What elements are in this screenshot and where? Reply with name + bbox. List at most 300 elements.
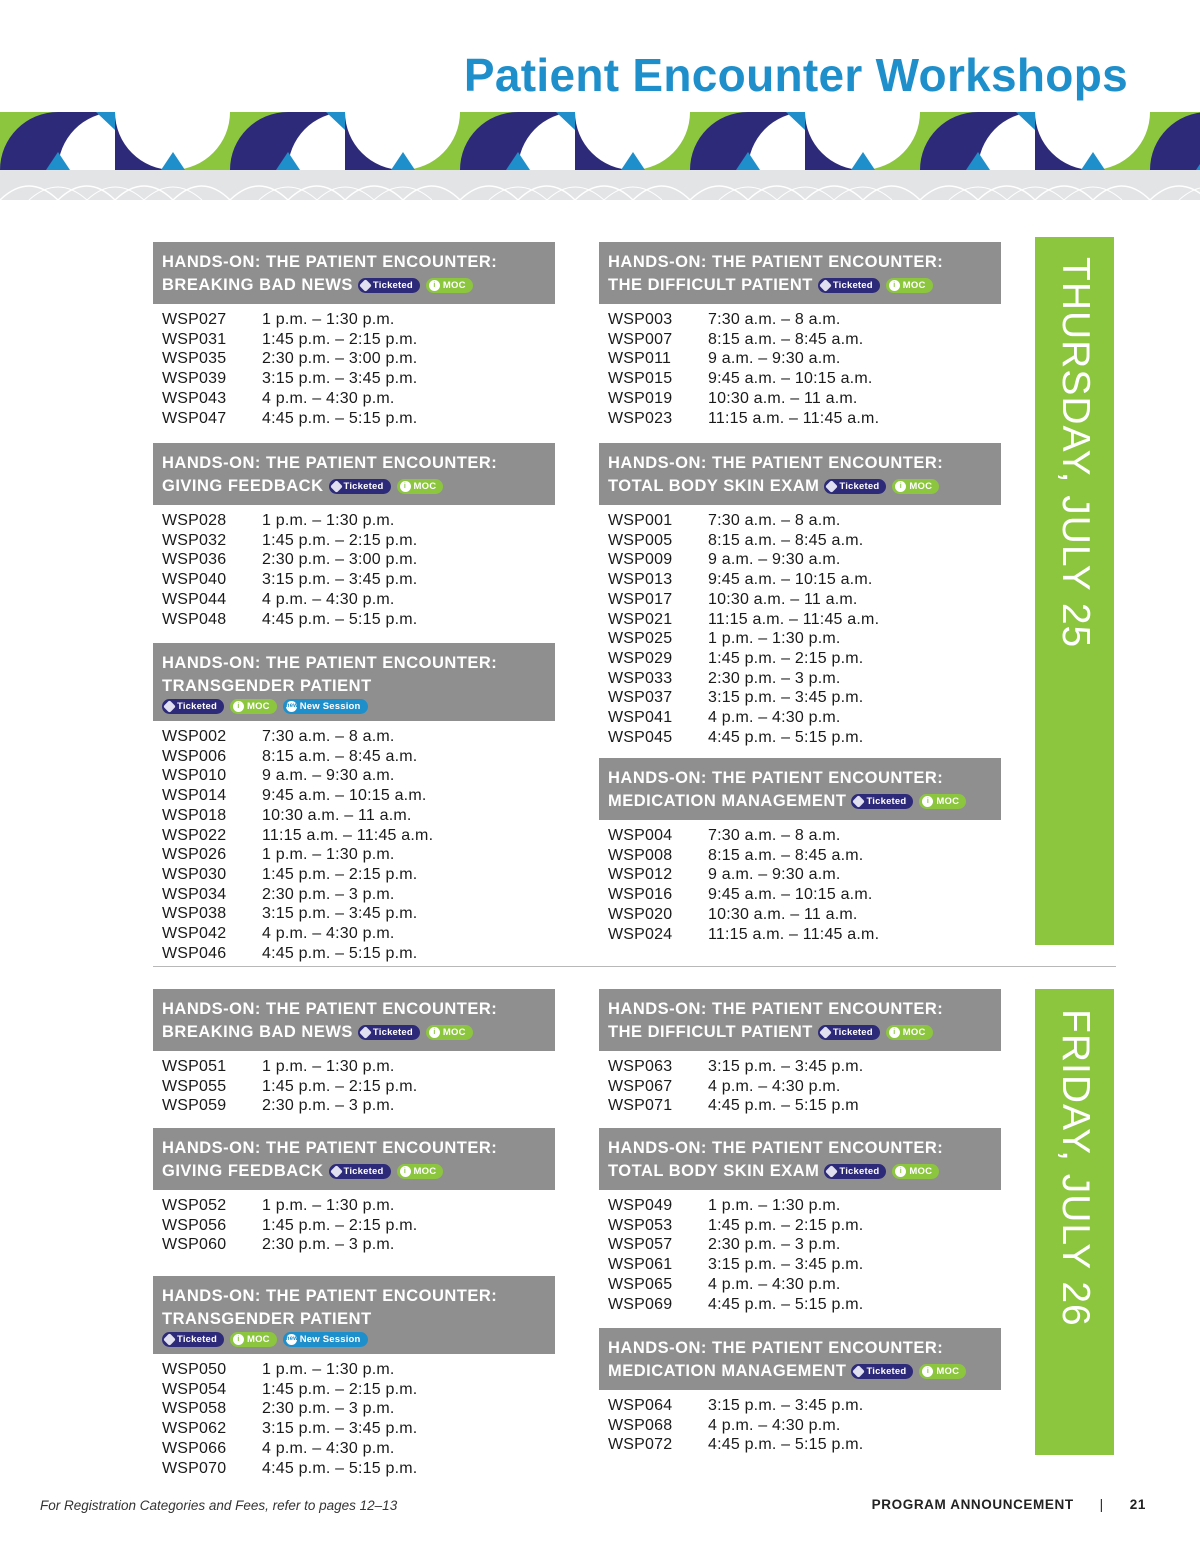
moc-badge-label: MOC (936, 796, 960, 807)
workshop-header (153, 1128, 555, 1190)
ticketed-badge (162, 1332, 224, 1347)
page-title: Patient Encounter Workshops (463, 49, 1128, 101)
session-time: 8:15 a.m. – 8:45 a.m. (708, 330, 864, 348)
session-time: 1 p.m. – 1:30 p.m. (708, 1197, 841, 1214)
session-time: 1:45 p.m. – 2:15 p.m. (262, 865, 418, 883)
ticketed-icon (163, 700, 176, 713)
session-time: 1 p.m. – 1:30 p.m. (262, 512, 395, 529)
session-time: 1:45 p.m. – 2:15 p.m. (262, 1216, 418, 1234)
moc-icon: i (889, 1027, 900, 1038)
workshop-title-line2: TOTAL BODY SKIN EXAM (608, 477, 820, 495)
ticketed-icon (359, 1026, 372, 1039)
ticketed-icon (359, 279, 372, 292)
moc-icon: i (922, 1366, 933, 1377)
moc-icon: i (922, 796, 933, 807)
session-list (153, 1354, 555, 1478)
session-code: WSP033 (608, 669, 673, 687)
session-time: 4 p.m. – 4:30 p.m. (262, 925, 395, 943)
session-row (162, 570, 555, 590)
session-time: 11:15 a.m. – 11:45 a.m. (262, 826, 434, 844)
ticketed-icon (853, 1365, 866, 1378)
session-list (153, 1190, 555, 1255)
ticketed-icon (819, 279, 832, 292)
ticketed-badge-label: Ticketed (343, 481, 384, 492)
moc-icon: i (233, 701, 244, 712)
session-code: WSP048 (162, 610, 227, 628)
session-row (608, 389, 1001, 409)
session-row (608, 885, 1001, 905)
session-list (153, 304, 555, 428)
workshop-title-line2-row (162, 1160, 546, 1183)
workshop-title-line2: BREAKING BAD NEWS (162, 276, 353, 294)
moc-badge-label: MOC (902, 280, 926, 291)
session-row (608, 511, 1001, 531)
session-code: WSP068 (608, 1416, 673, 1434)
session-code: WSP045 (608, 728, 673, 746)
session-row (162, 727, 555, 747)
moc-badge (397, 1164, 444, 1179)
workshop-title-line2-row (162, 475, 546, 498)
footer-note: For Registration Categories and Fees, refer to pages 12–13 (40, 1498, 398, 1513)
session-time: 4:45 p.m. – 5:15 p.m. (262, 944, 418, 962)
session-time: 10:30 a.m. – 11 a.m. (262, 806, 412, 824)
workshop-title-line1: HANDS-ON: THE PATIENT ENCOUNTER: (162, 454, 498, 472)
session-time: 7:30 a.m. – 8 a.m. (708, 512, 841, 529)
session-time: 4 p.m. – 4:30 p.m. (708, 1275, 841, 1293)
badge-group (329, 1164, 450, 1179)
session-code: WSP012 (608, 866, 673, 884)
session-time: 1:45 p.m. – 2:15 p.m. (262, 330, 418, 348)
session-time: 4:45 p.m. – 5:15 p.m. (708, 728, 864, 746)
session-time: 1 p.m. – 1:30 p.m. (262, 1058, 395, 1075)
session-row (162, 389, 555, 409)
ticketed-badge (818, 278, 880, 293)
moc-badge-label: MOC (442, 1027, 466, 1038)
session-time: 2:30 p.m. – 3:00 p.m. (262, 551, 418, 569)
workshop-header (599, 989, 1001, 1051)
badge-group (358, 278, 479, 293)
session-time: 3:15 p.m. – 3:45 p.m. (708, 1256, 864, 1274)
session-code: WSP009 (608, 551, 673, 569)
session-row (608, 409, 1001, 429)
badge-group (818, 278, 939, 293)
session-code: WSP023 (608, 409, 673, 427)
session-code: WSP062 (162, 1420, 227, 1438)
session-code: WSP031 (162, 330, 227, 348)
session-time: 3:15 p.m. – 3:45 p.m. (708, 1397, 864, 1414)
session-time: 3:15 p.m. – 3:45 p.m. (708, 1058, 864, 1075)
session-time: 9:45 a.m. – 10:15 a.m. (708, 571, 873, 589)
day-label: THURSDAY, JULY 25 (1053, 257, 1097, 649)
moc-badge-label: MOC (413, 1166, 437, 1177)
session-time: 3:15 p.m. – 3:45 p.m. (262, 1420, 418, 1438)
ticketed-badge-label: Ticketed (372, 1027, 413, 1038)
session-row (608, 708, 1001, 728)
session-time: 1 p.m. – 1:30 p.m. (262, 1197, 395, 1214)
session-row (608, 570, 1001, 590)
workshop-block (599, 1328, 1001, 1455)
moc-badge (892, 1164, 939, 1179)
moc-icon: i (895, 1166, 906, 1177)
workshop-title-line2: TOTAL BODY SKIN EXAM (608, 1162, 820, 1180)
session-time: 9:45 a.m. – 10:15 a.m. (708, 370, 873, 388)
session-time: 1 p.m. – 1:30 p.m. (262, 846, 395, 864)
session-row (162, 924, 555, 944)
session-code: WSP016 (608, 886, 673, 904)
ticketed-badge-label: Ticketed (832, 1027, 873, 1038)
session-row (608, 1295, 1001, 1315)
workshop-header (599, 758, 1001, 820)
session-row (608, 1216, 1001, 1236)
session-time: 4:45 p.m. – 5:15 p.m. (708, 1436, 864, 1454)
new-badge (283, 699, 368, 714)
session-code: WSP046 (162, 944, 227, 962)
session-time: 4:45 p.m. – 5:15 p.m. (708, 1295, 864, 1313)
session-row (162, 1077, 555, 1097)
session-code: WSP070 (162, 1459, 227, 1477)
session-row (608, 1435, 1001, 1455)
session-code: WSP018 (162, 806, 227, 824)
session-row (162, 511, 555, 531)
workshop-header (153, 989, 555, 1051)
workshop-title-line1: HANDS-ON: THE PATIENT ENCOUNTER: (608, 1000, 944, 1018)
session-row (162, 845, 555, 865)
session-time: 1 p.m. – 1:30 p.m. (262, 1361, 395, 1378)
session-code: WSP049 (608, 1197, 673, 1214)
session-row (162, 786, 555, 806)
workshop-header (153, 1276, 555, 1354)
workshop-title-line2-row (162, 274, 546, 297)
footer-right (872, 1497, 1146, 1512)
session-code: WSP036 (162, 551, 227, 569)
workshop-title-line2-row (608, 274, 992, 297)
session-row (608, 688, 1001, 708)
session-time: 7:30 a.m. – 8 a.m. (708, 311, 841, 328)
moc-icon: i (889, 280, 900, 291)
workshop-header (599, 1128, 1001, 1190)
session-code: WSP001 (608, 512, 673, 529)
session-row (162, 1419, 555, 1439)
session-code: WSP053 (608, 1216, 673, 1234)
session-row (162, 1380, 555, 1400)
session-code: WSP040 (162, 571, 227, 589)
session-row (608, 1096, 1001, 1116)
session-time: 11:15 a.m. – 11:45 a.m. (708, 610, 880, 628)
workshop-block (153, 1128, 555, 1255)
ticketed-badge-label: Ticketed (832, 280, 873, 291)
ticketed-badge-label: Ticketed (177, 1334, 217, 1345)
session-code: WSP072 (608, 1436, 673, 1454)
workshop-title-line1: HANDS-ON: THE PATIENT ENCOUNTER: (608, 769, 944, 787)
workshop-title-line2-row (162, 1021, 546, 1044)
session-code: WSP028 (162, 512, 227, 529)
workshop-header (599, 1328, 1001, 1390)
ticketed-badge (851, 794, 913, 809)
session-code: WSP066 (162, 1439, 227, 1457)
ticketed-icon (330, 480, 343, 493)
session-time: 1:45 p.m. – 2:15 p.m. (708, 649, 864, 667)
session-row (162, 1196, 555, 1216)
session-row (162, 826, 555, 846)
session-time: 4 p.m. – 4:30 p.m. (262, 1439, 395, 1457)
session-row (162, 550, 555, 570)
ticketed-badge-label: Ticketed (866, 1366, 907, 1377)
moc-badge (886, 278, 933, 293)
session-row (162, 1216, 555, 1236)
workshop-block (153, 643, 555, 963)
session-row (608, 369, 1001, 389)
session-row (162, 1399, 555, 1419)
session-code: WSP065 (608, 1275, 673, 1293)
session-time: 4 p.m. – 4:30 p.m. (262, 389, 395, 407)
session-row (608, 669, 1001, 689)
session-row (162, 1235, 555, 1255)
session-time: 3:15 p.m. – 3:45 p.m. (262, 571, 418, 589)
session-row (608, 649, 1001, 669)
moc-badge (230, 1332, 277, 1347)
session-row (608, 310, 1001, 330)
session-code: WSP024 (608, 925, 673, 943)
session-code: WSP019 (608, 389, 673, 407)
session-row (608, 905, 1001, 925)
session-time: 11:15 a.m. – 11:45 a.m. (708, 409, 880, 427)
session-time: 2:30 p.m. – 3:00 p.m. (262, 350, 418, 368)
session-row (608, 550, 1001, 570)
workshop-title-line2: MEDICATION MANAGEMENT (608, 792, 847, 810)
session-time: 8:15 a.m. – 8:45 a.m. (262, 747, 418, 765)
ticketed-badge (329, 1164, 391, 1179)
session-time: 2:30 p.m. – 3 p.m. (708, 1236, 841, 1254)
moc-icon: i (429, 280, 440, 291)
session-code: WSP035 (162, 350, 227, 368)
moc-badge-label: MOC (902, 1027, 926, 1038)
badge-group (824, 1164, 945, 1179)
page-number: 21 (1129, 1497, 1146, 1512)
session-row (162, 806, 555, 826)
session-time: 9 a.m. – 9:30 a.m. (708, 551, 841, 569)
session-code: WSP071 (608, 1097, 673, 1115)
session-code: WSP004 (608, 827, 673, 844)
ticketed-badge-label: Ticketed (177, 701, 217, 712)
day-divider (153, 966, 1116, 967)
workshop-header (153, 643, 555, 721)
ticketed-badge (329, 479, 391, 494)
session-code: WSP043 (162, 389, 227, 407)
session-code: WSP030 (162, 865, 227, 883)
session-time: 3:15 p.m. – 3:45 p.m. (708, 689, 864, 707)
session-code: WSP017 (608, 590, 673, 608)
session-code: WSP044 (162, 590, 227, 608)
moc-badge-label: MOC (909, 481, 933, 492)
moc-badge (397, 479, 444, 494)
session-row (608, 1275, 1001, 1295)
new-badge-label: New Session (299, 701, 361, 712)
session-row (162, 885, 555, 905)
session-time: 10:30 a.m. – 11 a.m. (708, 590, 858, 608)
workshop-header (599, 242, 1001, 304)
ticketed-badge (358, 1025, 420, 1040)
session-row (162, 349, 555, 369)
session-code: WSP050 (162, 1361, 227, 1378)
workshop-block (599, 242, 1001, 428)
session-row (608, 629, 1001, 649)
session-row (162, 409, 555, 429)
session-list (599, 820, 1001, 944)
workshop-block (153, 1276, 555, 1478)
moc-badge-label: MOC (442, 280, 466, 291)
badge-group (162, 1332, 374, 1347)
workshop-title-line1: HANDS-ON: THE PATIENT ENCOUNTER: (608, 454, 944, 472)
footer-separator: | (1099, 1497, 1104, 1512)
session-code: WSP067 (608, 1077, 673, 1095)
session-row (608, 1396, 1001, 1416)
workshop-title-line1: HANDS-ON: THE PATIENT ENCOUNTER: (162, 1139, 498, 1157)
session-row (608, 1255, 1001, 1275)
session-row (608, 846, 1001, 866)
session-row (608, 1077, 1001, 1097)
badge-group (162, 699, 374, 714)
session-time: 7:30 a.m. – 8 a.m. (708, 827, 841, 844)
workshop-title-line2: GIVING FEEDBACK (162, 1162, 324, 1180)
session-code: WSP003 (608, 311, 673, 328)
session-row (608, 1235, 1001, 1255)
session-code: WSP061 (608, 1256, 673, 1274)
session-time: 3:15 p.m. – 3:45 p.m. (262, 905, 418, 923)
session-code: WSP063 (608, 1058, 673, 1075)
workshop-block (599, 443, 1001, 747)
ticketed-badge (818, 1025, 880, 1040)
moc-badge (919, 1364, 966, 1379)
workshop-title-line1: HANDS-ON: THE PATIENT ENCOUNTER: (162, 1000, 498, 1018)
badge-group (851, 794, 972, 809)
ticketed-badge-label: Ticketed (839, 1166, 880, 1177)
session-code: WSP015 (608, 370, 673, 388)
session-row (162, 531, 555, 551)
decorative-banner (0, 112, 1200, 200)
badge-group (818, 1025, 939, 1040)
badge-group (358, 1025, 479, 1040)
session-row (162, 1096, 555, 1116)
workshop-title-line1: HANDS-ON: THE PATIENT ENCOUNTER: (162, 1287, 498, 1305)
workshop-title-line2-row (608, 790, 992, 813)
moc-badge (426, 1025, 473, 1040)
session-time: 9 a.m. – 9:30 a.m. (708, 350, 841, 368)
session-row (608, 728, 1001, 748)
session-code: WSP056 (162, 1216, 227, 1234)
session-code: WSP038 (162, 905, 227, 923)
session-time: 1 p.m. – 1:30 p.m. (708, 630, 841, 648)
session-time: 2:30 p.m. – 3 p.m. (262, 1097, 395, 1115)
session-code: WSP051 (162, 1058, 227, 1075)
moc-badge-label: MOC (909, 1166, 933, 1177)
session-row (162, 904, 555, 924)
session-code: WSP041 (608, 709, 673, 727)
session-time: 3:15 p.m. – 3:45 p.m. (262, 370, 418, 388)
session-code: WSP037 (608, 689, 673, 707)
session-code: WSP064 (608, 1397, 673, 1414)
session-code: WSP058 (162, 1400, 227, 1418)
workshop-title-line2-row (608, 475, 992, 498)
session-list (153, 1051, 555, 1116)
session-time: 4 p.m. – 4:30 p.m. (708, 1077, 841, 1095)
session-row (162, 944, 555, 964)
ticketed-badge-label: Ticketed (343, 1166, 384, 1177)
session-code: WSP032 (162, 531, 227, 549)
workshop-title-line2: TRANSGENDER PATIENT (162, 677, 372, 695)
workshop-title-line2: THE DIFFICULT PATIENT (608, 1023, 813, 1041)
session-code: WSP010 (162, 767, 227, 785)
session-code: WSP059 (162, 1097, 227, 1115)
session-code: WSP021 (608, 610, 673, 628)
badge-group (329, 479, 450, 494)
session-time: 8:15 a.m. – 8:45 a.m. (708, 531, 864, 549)
session-row (162, 747, 555, 767)
session-time: 1 p.m. – 1:30 p.m. (262, 311, 395, 328)
session-code: WSP005 (608, 531, 673, 549)
session-code: WSP029 (608, 649, 673, 667)
session-code: WSP025 (608, 630, 673, 648)
ticketed-badge (162, 699, 224, 714)
session-code: WSP069 (608, 1295, 673, 1313)
session-time: 9:45 a.m. – 10:15 a.m. (262, 787, 427, 805)
moc-badge (426, 278, 473, 293)
session-time: 1:45 p.m. – 2:15 p.m. (708, 1216, 864, 1234)
session-time: 10:30 a.m. – 11 a.m. (708, 389, 858, 407)
new-badge-label: New Session (299, 1334, 361, 1345)
ticketed-icon (826, 1165, 839, 1178)
workshop-title-line1: HANDS-ON: THE PATIENT ENCOUNTER: (608, 1139, 944, 1157)
session-time: 9 a.m. – 9:30 a.m. (262, 767, 395, 785)
ticketed-icon (163, 1333, 176, 1346)
workshop-title-line2: MEDICATION MANAGEMENT (608, 1362, 847, 1380)
session-row (162, 590, 555, 610)
ticketed-icon (853, 795, 866, 808)
workshop-block (153, 989, 555, 1116)
ticketed-badge-label: Ticketed (839, 481, 880, 492)
ticketed-icon (819, 1026, 832, 1039)
ticketed-badge (824, 1164, 886, 1179)
session-code: WSP052 (162, 1197, 227, 1214)
session-code: WSP020 (608, 905, 673, 923)
session-code: WSP013 (608, 571, 673, 589)
moc-badge-label: MOC (413, 481, 437, 492)
moc-badge-label: MOC (246, 1334, 270, 1345)
workshop-title-line2: TRANSGENDER PATIENT (162, 1310, 372, 1328)
new-badge (283, 1332, 368, 1347)
ticketed-icon (826, 480, 839, 493)
moc-icon: i (400, 481, 411, 492)
session-list (599, 505, 1001, 747)
session-time: 4:45 p.m. – 5:15 p.m. (262, 409, 418, 427)
session-time: 7:30 a.m. – 8 a.m. (262, 728, 395, 745)
session-time: 2:30 p.m. – 3 p.m. (708, 669, 841, 687)
session-code: WSP014 (162, 787, 227, 805)
moc-icon: i (400, 1166, 411, 1177)
session-time: 1:45 p.m. – 2:15 p.m. (262, 531, 418, 549)
session-code: WSP022 (162, 826, 227, 844)
session-code: WSP034 (162, 885, 227, 903)
session-time: 1:45 p.m. – 2:15 p.m. (262, 1077, 418, 1095)
session-code: WSP042 (162, 925, 227, 943)
session-time: 4:45 p.m. – 5:15 p.m (708, 1097, 859, 1115)
workshop-title-line2-row (608, 1360, 992, 1383)
session-row (608, 826, 1001, 846)
workshop-title-line2: BREAKING BAD NEWS (162, 1023, 353, 1041)
day-bar-friday (1035, 989, 1114, 1455)
workshop-block (153, 242, 555, 428)
ticketed-icon (330, 1165, 343, 1178)
session-row (162, 1439, 555, 1459)
